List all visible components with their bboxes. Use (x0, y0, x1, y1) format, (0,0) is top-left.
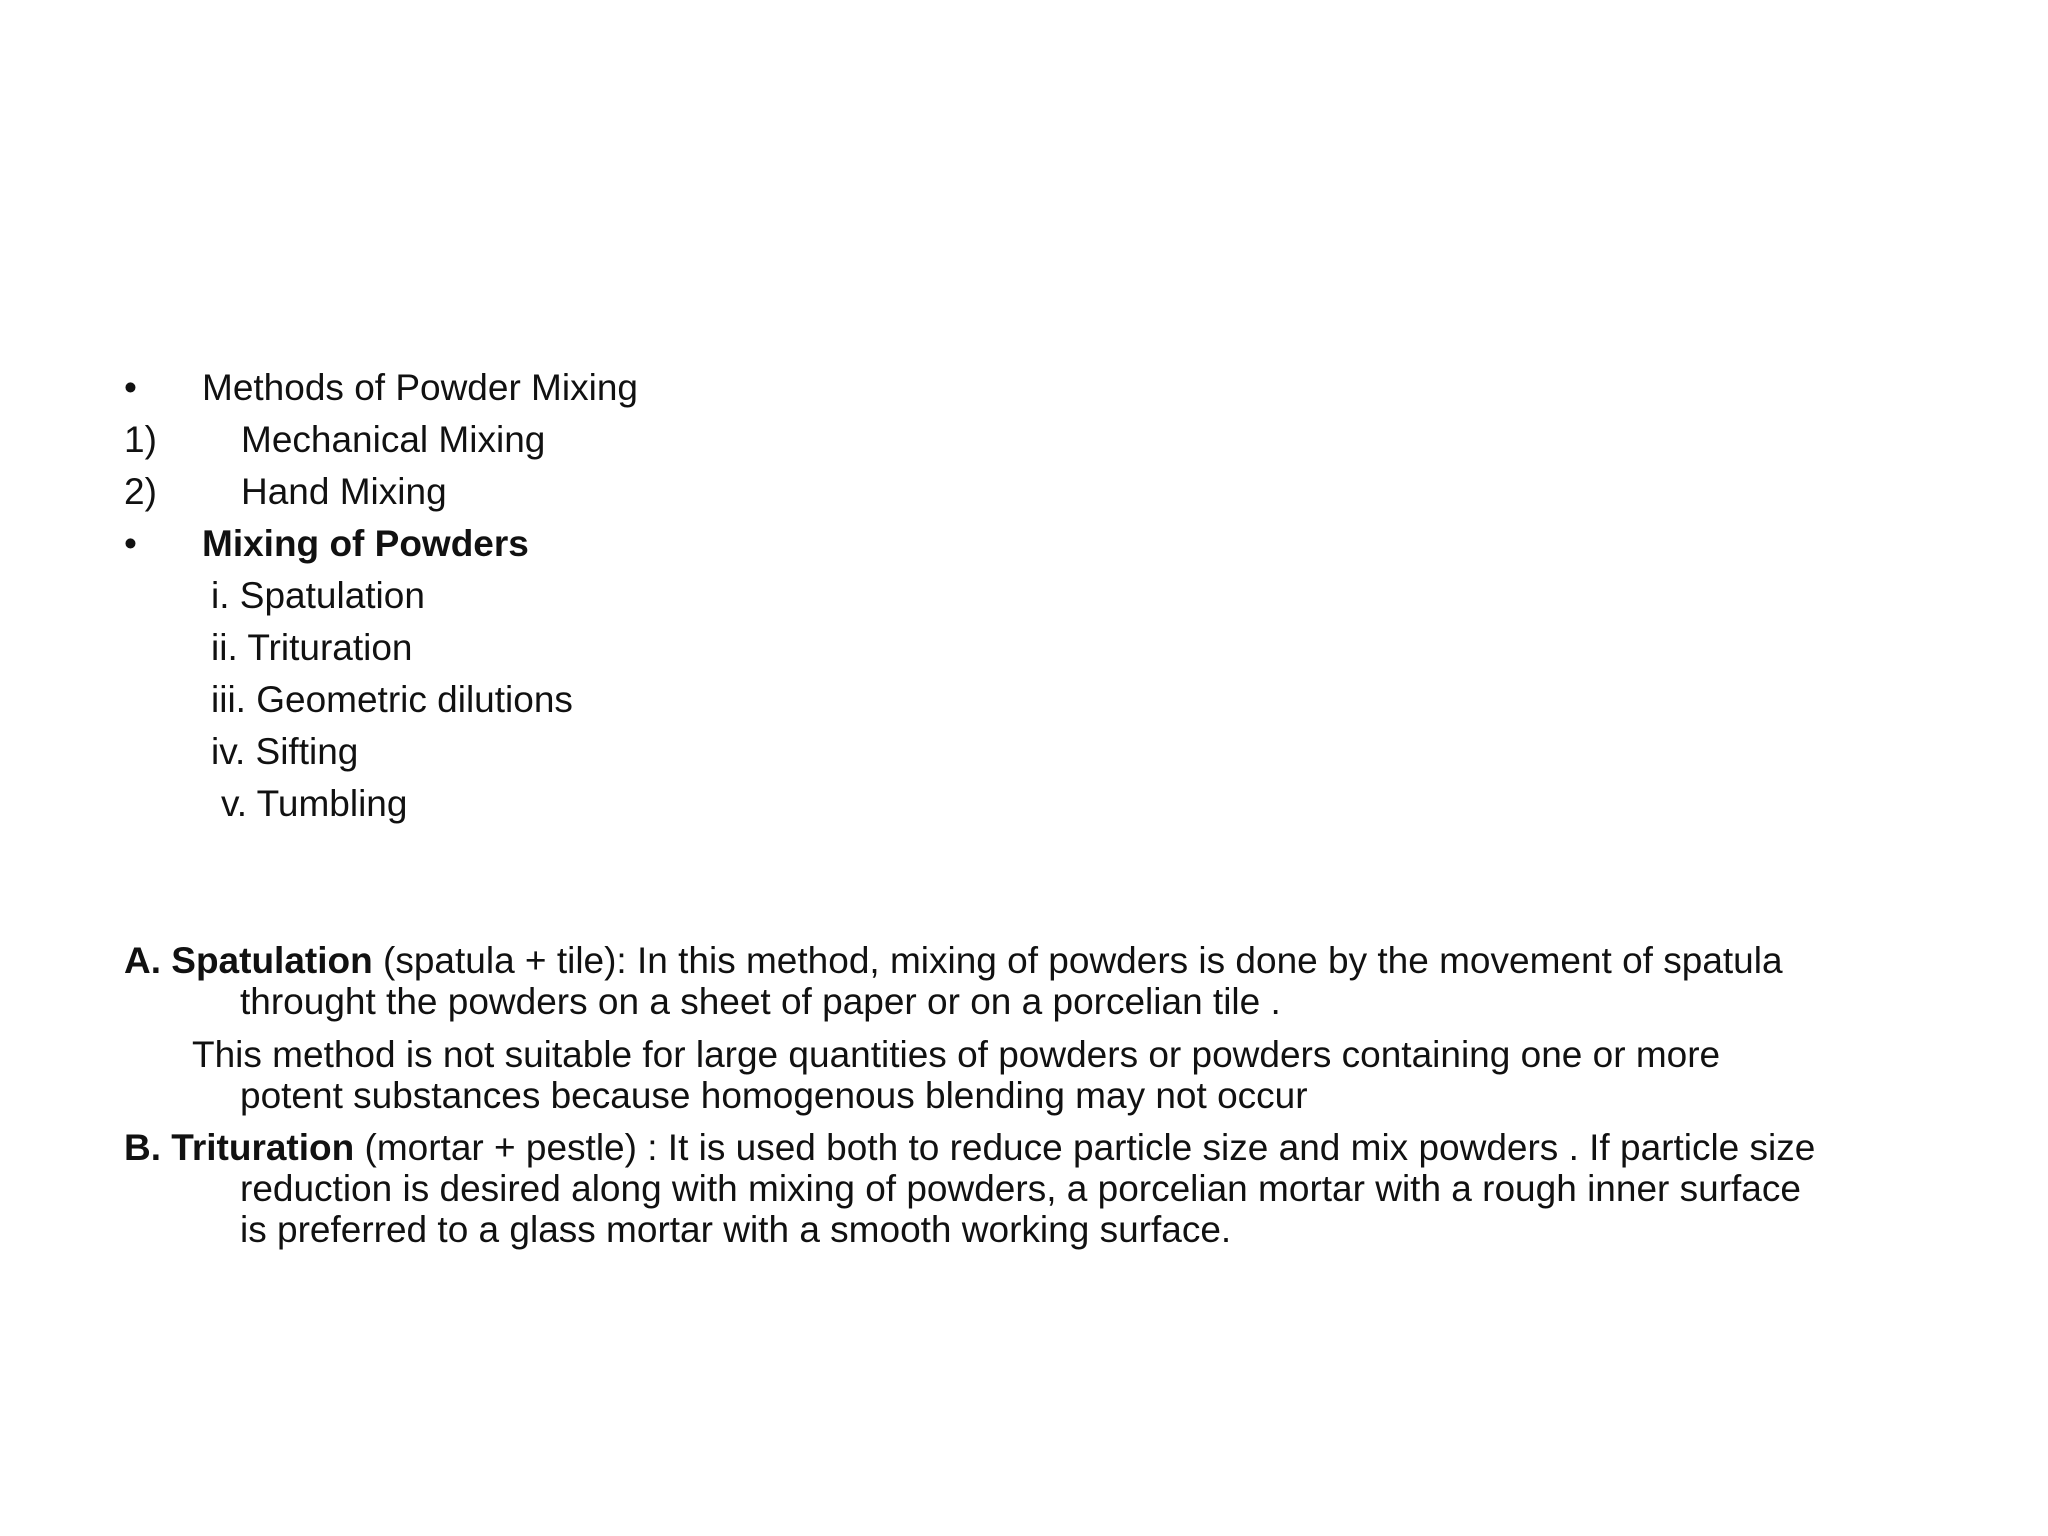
section-trituration-line-1: (mortar + pestle) : It is used both to reduce particle size and mix powders . If particle size (354, 1127, 1816, 1168)
bullet-marker: • (124, 367, 137, 408)
list-item-sifting: iv. Sifting (211, 731, 359, 772)
list-item-tumbling: v. Tumbling (221, 783, 408, 824)
methods-heading: Methods of Powder Mixing (202, 367, 638, 408)
section-spatulation-title: A. Spatulation (124, 940, 373, 981)
section-spatulation-line-2: throught the powders on a sheet of paper or on a porcelian tile . (240, 981, 1281, 1022)
list-item-mechanical-mixing: Mechanical Mixing (241, 419, 546, 460)
section-spatulation-note (192, 1034, 2048, 1116)
number-marker-1: 1) (124, 419, 157, 460)
section-trituration-line-2: reduction is desired along with mixing of powders, a porcelian mortar with a rough inner surface (240, 1168, 1801, 1209)
mixing-of-powders-heading: Mixing of Powders (202, 523, 529, 564)
list-item-spatulation: i. Spatulation (211, 575, 425, 616)
section-spatulation (124, 940, 1984, 1022)
section-spatulation-line-1: (spatula + tile): In this method, mixing of powders is done by the movement of spatula (372, 940, 1783, 981)
section-trituration-line-3: is preferred to a glass mortar with a smooth working surface. (240, 1209, 1232, 1250)
note-line-2: potent substances because homogenous blending may not occur (240, 1075, 1308, 1116)
list-item-trituration: ii. Trituration (211, 627, 413, 668)
section-trituration (124, 1127, 1984, 1250)
section-trituration-title: B. Trituration (124, 1127, 355, 1168)
note-line-1: This method is not suitable for large quantities of powders or powders containing one or more (192, 1034, 1721, 1075)
bullet-marker: • (124, 523, 137, 564)
list-item-geometric-dilutions: iii. Geometric dilutions (211, 679, 573, 720)
number-marker-2: 2) (124, 471, 157, 512)
list-item-hand-mixing: Hand Mixing (241, 471, 447, 512)
